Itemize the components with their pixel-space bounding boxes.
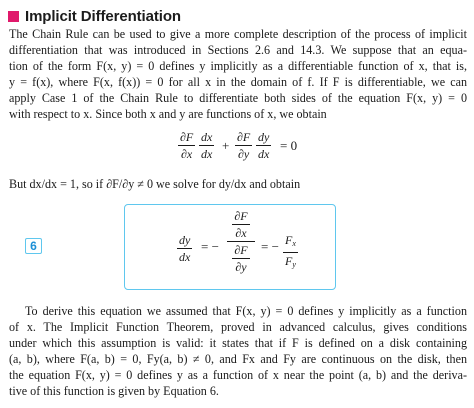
- fraction-dy-dx: [256, 130, 271, 161]
- denominator: ∂x: [181, 147, 193, 161]
- equals-minus: = −: [261, 239, 279, 254]
- denominator: ∂y: [235, 260, 247, 274]
- paragraph-line: differentiation that was introduced in Sections 2.6 and 14.3. We suppose that an equa-: [9, 43, 467, 57]
- paragraph-line: with respect to x. Since both x and y are functions of x, we obtain: [9, 107, 327, 121]
- denominator: dx: [201, 147, 213, 161]
- paragraph-line: under which this assumption is valid: it states that if F is defined on a disk containing: [9, 336, 467, 350]
- denominator: dx: [258, 147, 270, 161]
- equation-6-box: [124, 204, 336, 290]
- plus-sign: +: [222, 138, 230, 153]
- fraction-dF-dx: [232, 209, 249, 240]
- theorem-paragraph: [9, 303, 467, 399]
- section-heading: [8, 6, 181, 26]
- denominator: $F_y$: [285, 254, 296, 269]
- paragraph-line: tion of the form F(x, y) = 0 defines y implicitly as a differentiable function of x, that is,: [9, 59, 467, 73]
- numerator: ∂F: [234, 209, 248, 223]
- numerator: ∂F: [234, 243, 248, 257]
- compound-fraction: [227, 209, 255, 274]
- paragraph-line: (a, b), where F(a, b) = 0, Fy(a, b) ≠ 0, and Fx and Fy are continuous on the disk, then: [9, 352, 467, 366]
- solve-paragraph: [9, 176, 467, 192]
- paragraph-line: The Chain Rule can be used to give a more complete description of the process of implicit: [9, 27, 467, 41]
- denominator: ∂y: [238, 147, 250, 161]
- paragraph-line: of x. The Implicit Function Theorem, proved in advanced calculus, gives conditions: [9, 320, 467, 334]
- numerator: dx: [201, 130, 213, 144]
- heading-marker-icon: [8, 11, 19, 22]
- equals-minus: = −: [201, 239, 219, 254]
- paragraph-line: the equation F(x, y) = 0 defines y as a function of x near the point (a, b) and the deriva-: [9, 368, 467, 382]
- intro-paragraph: [9, 26, 467, 122]
- fraction-Fx-Fy: [283, 233, 298, 272]
- fraction-dy-dx-lhs: [177, 233, 192, 264]
- denominator: ∂x: [235, 226, 247, 240]
- paragraph-line: But dx/dx = 1, so if ∂F/∂y ≠ 0 we solve for dy/dx and obtain: [9, 177, 301, 191]
- fraction-dF-dy: [235, 130, 252, 161]
- paragraph-line: y = f(x), where F(x, f(x)) = 0 for all x in the domain of f. If F is differentiable, we can: [9, 75, 467, 89]
- denominator: dx: [179, 250, 191, 264]
- paragraph-line: To derive this equation we assumed that F(x, y) = 0 defines y implicitly as a function: [25, 304, 467, 318]
- numerator: $F_x$: [285, 233, 296, 248]
- numerator: ∂F: [180, 130, 194, 144]
- fraction-dx-dx: [199, 130, 214, 161]
- equation-number-badge: 6: [25, 238, 42, 254]
- numerator: ∂F: [237, 130, 251, 144]
- paragraph-line: tive of this function is given by Equation 6.: [9, 384, 219, 398]
- paragraph-line: apply Case 1 of the Chain Rule to differentiate both sides of the equation F(x, y) = 0: [9, 91, 467, 105]
- section-title: Implicit Differentiation: [25, 7, 181, 25]
- numerator: dy: [258, 130, 270, 144]
- fraction-dF-dx: [178, 130, 195, 161]
- equals-zero: = 0: [280, 138, 298, 153]
- fraction-dF-dy: [232, 243, 249, 274]
- numerator: dy: [179, 233, 191, 247]
- chain-rule-equation: [0, 130, 474, 170]
